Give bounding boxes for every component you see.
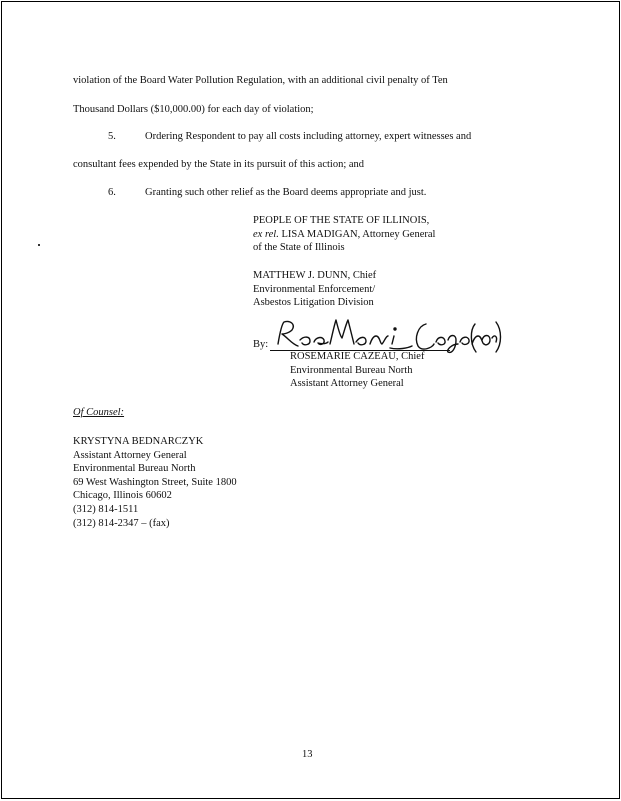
signatory-block bbox=[290, 350, 424, 391]
of-counsel-heading: Of Counsel: bbox=[73, 407, 125, 418]
signatory-line-2: Environmental Bureau North bbox=[290, 364, 413, 376]
chief-name: MATTHEW J. DUNN, Chief bbox=[253, 270, 377, 281]
counsel-street: 69 West Washington Street, Suite 1800 bbox=[73, 476, 237, 488]
plaintiff-block bbox=[253, 214, 435, 255]
chief-block bbox=[253, 269, 376, 310]
item-5-continuation: consultant fees expended by the State in its pursuit of this action; and bbox=[73, 159, 365, 170]
plaintiff-line-2 bbox=[253, 228, 435, 242]
counsel-title: Assistant Attorney General bbox=[73, 449, 187, 461]
body-line-2: Thousand Dollars ($10,000.00) for each day of violation; bbox=[73, 104, 314, 115]
chief-line-3: Asbestos Litigation Division bbox=[253, 297, 374, 309]
signatory-name: ROSEMARIE CAZEAU, Chief bbox=[290, 351, 425, 362]
item-6-number: 6. bbox=[108, 187, 116, 198]
page-number: 13 bbox=[302, 749, 313, 760]
counsel-city: Chicago, Illinois 60602 bbox=[73, 490, 172, 502]
counsel-phone: (312) 814-1511 bbox=[73, 503, 139, 515]
signatory-line-3: Assistant Attorney General bbox=[290, 378, 404, 390]
plaintiff-line-1: PEOPLE OF THE STATE OF ILLINOIS, bbox=[253, 215, 430, 226]
document-page bbox=[1, 1, 620, 799]
plaintiff-line-3: of the State of Illinois bbox=[253, 242, 345, 254]
scan-speck bbox=[38, 244, 40, 246]
item-6-text: Granting such other relief as the Board deems appropriate and just. bbox=[145, 187, 427, 198]
chief-line-2: Environmental Enforcement/ bbox=[253, 283, 376, 295]
counsel-block bbox=[73, 435, 237, 530]
item-5-number: 5. bbox=[108, 131, 116, 142]
body-line-1: violation of the Board Water Pollution Regulation, with an additional civil penalty of Ten bbox=[73, 75, 448, 86]
ex-rel-label: ex rel. bbox=[253, 228, 279, 240]
by-label: By: bbox=[253, 339, 269, 350]
counsel-fax: (312) 814-2347 – (fax) bbox=[73, 517, 170, 529]
counsel-bureau: Environmental Bureau North bbox=[73, 463, 196, 475]
counsel-name: KRYSTYNA BEDNARCZYK bbox=[73, 436, 204, 447]
item-5-text: Ordering Respondent to pay all costs including attorney, expert witnesses and bbox=[145, 131, 472, 142]
plaintiff-line-2-rest: LISA MADIGAN, Attorney General bbox=[278, 228, 436, 240]
